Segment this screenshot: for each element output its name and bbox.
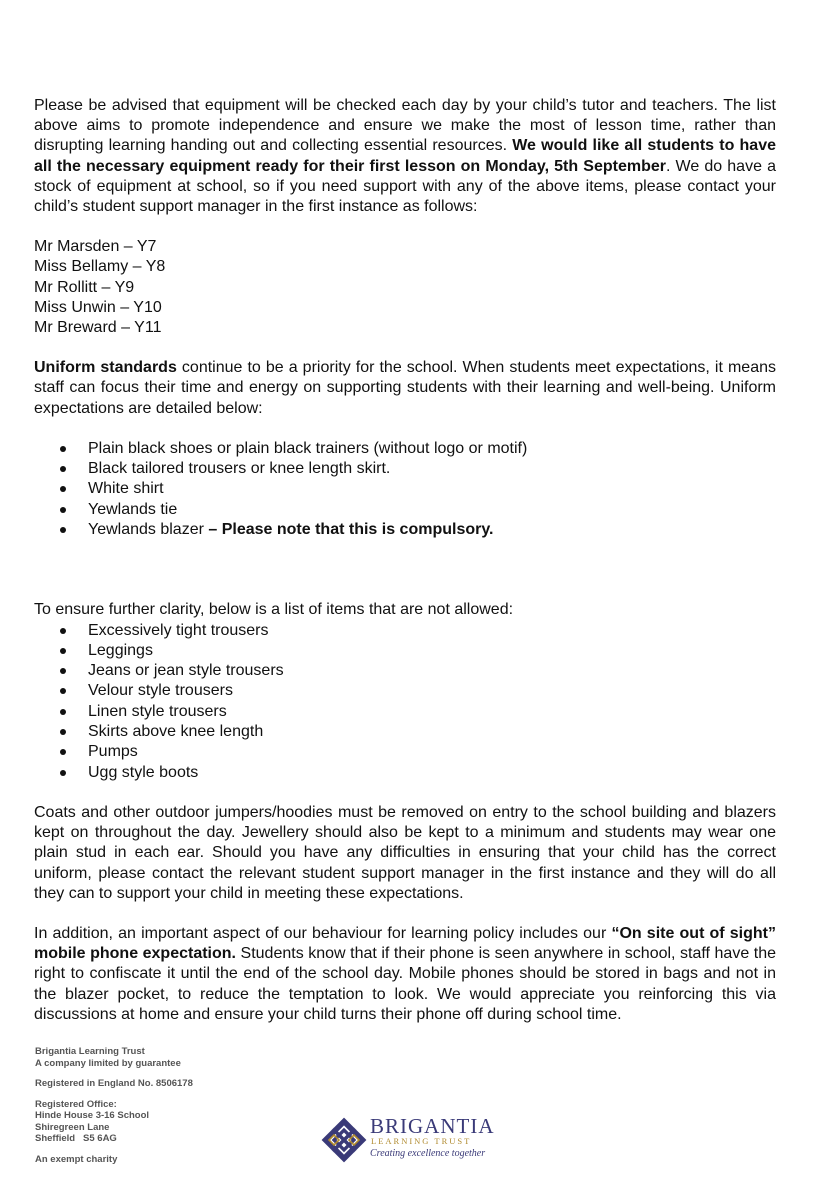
list-item-text: Plain black shoes or plain black trainers (without logo or motif) xyxy=(88,439,528,457)
phone-text: In addition, an important aspect of our behaviour for learning policy includes our xyxy=(34,924,612,942)
list-item-text: Ugg style boots xyxy=(88,763,199,781)
list-item-text: Linen style trousers xyxy=(88,702,227,720)
support-manager-item: Mr Marsden – Y7 xyxy=(34,238,157,256)
list-item xyxy=(34,439,776,459)
list-item xyxy=(34,763,776,783)
footer-office-line: Sheffield S5 6AG xyxy=(35,1133,117,1144)
not-allowed-intro: To ensure further clarity, below is a list of items that are not allowed: xyxy=(34,601,514,619)
bullet-icon xyxy=(60,446,66,452)
footer-company-type: A company limited by guarantee xyxy=(35,1057,181,1069)
bullet-icon xyxy=(60,770,66,776)
support-manager-item: Miss Bellamy – Y8 xyxy=(34,258,166,276)
footer-details xyxy=(35,1046,335,1165)
footer-office-label: Registered Office: xyxy=(35,1098,117,1110)
list-item-text: Yewlands blazer xyxy=(88,521,209,539)
bullet-icon xyxy=(60,628,66,634)
list-item-text: Excessively tight trousers xyxy=(88,621,269,639)
list-item xyxy=(34,641,776,661)
list-item xyxy=(34,661,776,681)
support-manager-item: Mr Breward – Y11 xyxy=(34,319,162,337)
list-item-text: Velour style trousers xyxy=(88,682,233,700)
equipment-text-cont: . We do have a stock of equipment at school, so if you need support with any of the above items, please contact your child’s student support manager in the first instance as follows: xyxy=(34,157,776,216)
footer-office-group xyxy=(35,1099,335,1145)
equipment-text: Please be advised that equipment will be checked each day by your child’s tutor and teachers. The list above aims to promote independence and ensure we make the most of lesson time, rather than disrupting learning handing out and collecting essential resources. xyxy=(34,97,776,155)
support-manager-item: Miss Unwin – Y10 xyxy=(34,298,162,316)
bullet-icon xyxy=(60,729,66,735)
support-manager-list xyxy=(34,237,776,338)
uniform-list xyxy=(34,439,776,540)
logo-tagline: Creating excellence together xyxy=(370,1148,486,1159)
list-item xyxy=(34,722,776,742)
coats-paragraph: Coats and other outdoor jumpers/hoodies must be removed on entry to the school building and blazers kept on throughout the day. Jewellery should also be kept to a minimum and students may wear one plain stud in each ear. Should you have any difficulties in ensuring that your child has the correct uniform, please contact the relevant student support manager in the first instance and they will do all they can to support your child in meeting these expectations. xyxy=(34,803,776,902)
footer-office-line: Hinde House 3-16 School xyxy=(35,1110,150,1121)
list-item-text: Yewlands tie xyxy=(88,500,178,518)
equipment-paragraph xyxy=(34,96,776,217)
list-item-text: White shirt xyxy=(88,480,164,498)
bullet-icon xyxy=(60,648,66,654)
footer-charity: An exempt charity xyxy=(35,1153,118,1165)
bullet-icon xyxy=(60,486,66,492)
list-item-text: Jeans or jean style trousers xyxy=(88,662,284,680)
phone-paragraph xyxy=(34,924,776,1025)
logo-subtitle: LEARNING TRUST xyxy=(371,1136,472,1146)
uniform-heading-bold: Uniform standards xyxy=(34,359,177,377)
equipment-deadline-bold: We would like all students to have all the necessary equipment ready for their first lesson on Monday, 5th September xyxy=(34,137,776,175)
bullet-icon xyxy=(60,507,66,513)
list-item xyxy=(34,702,776,722)
not-allowed-list xyxy=(34,621,776,783)
list-item xyxy=(34,621,776,641)
bullet-icon xyxy=(60,688,66,694)
bullet-icon xyxy=(60,527,66,533)
list-item xyxy=(34,520,776,540)
compulsory-note-bold: – Please note that this is compulsory. xyxy=(208,521,494,539)
brigantia-logo xyxy=(320,1112,520,1168)
footer-org-group xyxy=(35,1046,335,1069)
phone-expectation-bold: “On site out of sight” mobile phone expectation. xyxy=(34,924,777,963)
logo-name: BRIGANTIA xyxy=(370,1114,495,1138)
list-item-text: Skirts above knee length xyxy=(88,723,264,741)
bullet-icon xyxy=(60,709,66,715)
list-item xyxy=(34,742,776,762)
list-item-text: Pumps xyxy=(88,743,138,761)
list-item-text: Leggings xyxy=(88,641,153,659)
letter-body xyxy=(34,96,776,1025)
list-item xyxy=(34,479,776,499)
list-item-text: Black tailored trousers or knee length skirt. xyxy=(88,460,391,478)
footer-office-line: Shiregreen Lane xyxy=(35,1121,110,1133)
phone-text-cont: Students know that if their phone is seen anywhere in school, staff have the right to confiscate it until the end of the school day. Mobile phones should be stored in bags and not in the blazer pocket, to reduce the temptation to look. We would appreciate you reinforcing this via discussions at home and ensure your child turns their phone off during school time. xyxy=(34,945,777,1023)
knot-emblem-icon xyxy=(320,1116,368,1164)
footer-org-name: Brigantia Learning Trust xyxy=(35,1046,145,1057)
uniform-text: continue to be a priority for the school. When students meet expectations, it means staff can focus their time and energy on supporting students with their learning and well-being. Uniform expectations are detailed below: xyxy=(34,359,776,417)
footer-registration: Registered in England No. 8506178 xyxy=(35,1078,193,1089)
bullet-icon xyxy=(60,749,66,755)
list-item xyxy=(34,500,776,520)
list-item xyxy=(34,459,776,479)
uniform-paragraph xyxy=(34,358,776,419)
logo-wordmark xyxy=(370,1115,495,1160)
bullet-icon xyxy=(60,466,66,472)
list-item xyxy=(34,681,776,701)
support-manager-item: Mr Rollitt – Y9 xyxy=(34,278,135,296)
bullet-icon xyxy=(60,668,66,674)
